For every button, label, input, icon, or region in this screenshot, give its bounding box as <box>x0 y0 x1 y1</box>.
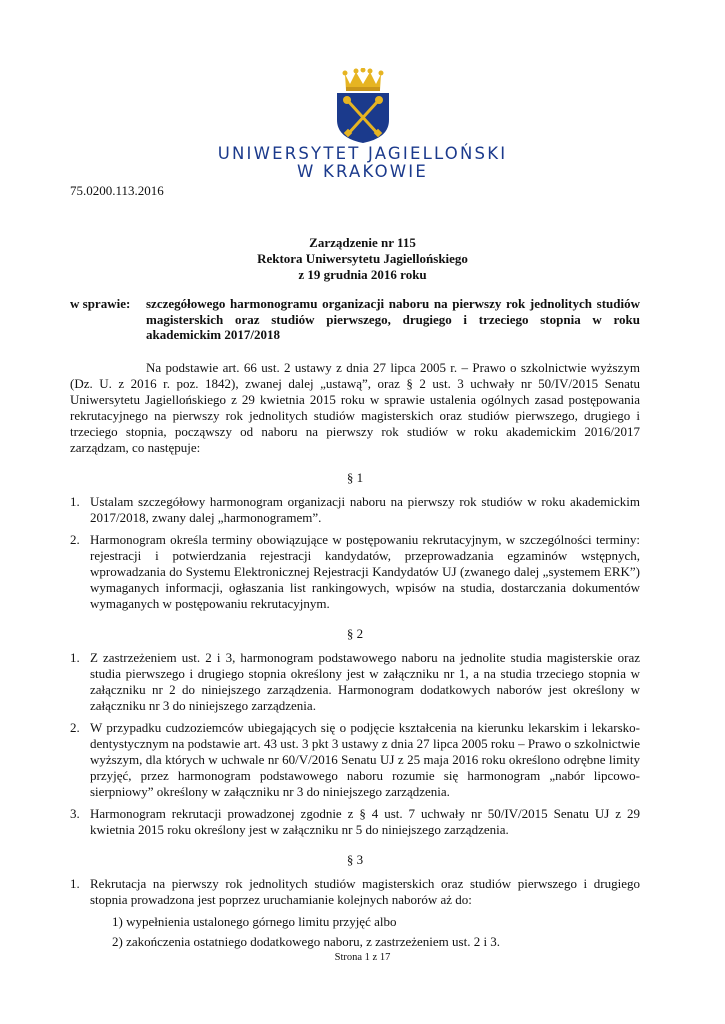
crowned-crossed-scepters-icon <box>328 68 398 144</box>
section-heading: § 3 <box>346 852 364 867</box>
item-text: Z zastrzeżeniem ust. 2 i 3, harmonogram podstawowego naboru na jednolite studia magisterskie oraz studia pierwszego i drugiego stopnia określony jest w załączniku nr 1, a na studia trzeciego stopnia w załączniku nr 2 do niniejszego zarządzenia. Harmonogram dodatkowych naborów jest określony w załączniku nr 3 do niniejszego zarządzenia. <box>90 650 640 713</box>
subject-label: w sprawie: <box>70 296 131 311</box>
intro-paragraph: Na podstawie art. 66 ust. 2 ustawy z dnia 27 lipca 2005 r. – Prawo o szkolnictwie wyższym (Dz. U. z 2016 r. poz. 1842), zwanej dalej „ustawą”, oraz § 2 ust. 3 uchwały nr 50/IV/2015 Senatu Uniwersytetu Jagiellońskiego z 29 kwietnia 2015 roku w sprawie ustalenia ogólnych zasad postępowania rekrutacyjnego na pierwszy rok jednolitych studiów magisterskich oraz studiów pierwszego, drugiego i trzeciego stopnia, począwszy od naboru na pierwszy rok studiów w roku akademickim 2016/2017 zarządzam, co następuje: <box>70 360 640 455</box>
document-body <box>70 360 640 956</box>
item-text: Harmonogram rekrutacji prowadzonej zgodnie z § 4 ust. 7 uchwały nr 50/IV/2015 Senatu UJ z 29 kwietnia 2015 roku określony jest w załączniku nr 5 do niniejszego zarządzenia. <box>90 806 640 837</box>
title-line-1: Zarządzenie nr 115 <box>309 235 416 250</box>
item-number: 1. <box>70 494 80 509</box>
item-text: Harmonogram określa terminy obowiązujące w postępowaniu rekrutacyjnym, w szczególności terminy: rejestracji i potwierdzania rejestracji kandydatów, przeprowadzania egzaminów wstępnych, wprowadzania do Systemu Elektronicznej Rejestracji Kandydatów UJ (zwanego dalej „systemem ERK”) wymaganych informacji, ogłaszania list rankingowych, wpisów na studia, dostarczania dokumentów wymaganych w postępowaniu rekrutacyjnym. <box>90 532 640 611</box>
sub-list-item: 2) zakończenia ostatniego dodatkowego naboru, z zastrzeżeniem ust. 2 i 3. <box>112 934 501 949</box>
item-text: W przypadku cudzoziemców ubiegających się o podjęcie kształcenia na kierunku lekarskim i lekarsko-dentystycznym na podstawie art. 43 ust. 3 pkt 3 ustawy z dnia 27 lipca 2005 roku – Prawo o szkolnictwie wyższym, dla których w uchwale nr 60/V/2016 Senatu UJ z 25 maja 2016 roku określono odrębne limity przyjęć, przez harmonogram podstawowego naboru rozumie się harmonogram „nabór lipcowo-sierpniowy” określony w załączniku nr 3 do niniejszego zarządzenia. <box>90 720 640 799</box>
list-item <box>70 876 640 950</box>
section-heading: § 1 <box>346 470 364 485</box>
page-number: Strona 1 z 17 <box>334 952 391 963</box>
university-name-line2: W KRAKOWIE <box>297 162 428 181</box>
item-number: 2. <box>70 720 80 735</box>
section-3-list <box>70 876 640 950</box>
list-item <box>70 494 640 526</box>
crest-logo <box>0 68 725 149</box>
list-item <box>70 720 640 800</box>
item-number: 2. <box>70 532 80 547</box>
section-2-list <box>70 650 640 838</box>
item-number: 3. <box>70 806 80 821</box>
sub-list <box>90 914 640 950</box>
title-line-2: Rektora Uniwersytetu Jagiellońskiego <box>257 251 468 266</box>
list-item <box>70 650 640 714</box>
item-text: Rekrutacja na pierwszy rok jednolitych studiów magisterskich oraz studiów pierwszego i drugiego stopnia prowadzona jest poprzez uruchamianie kolejnych naborów aż do: <box>90 876 640 907</box>
section-1-list <box>70 494 640 612</box>
title-line-3: z 19 grudnia 2016 roku <box>298 267 427 282</box>
section-heading: § 2 <box>346 626 364 641</box>
item-number: 1. <box>70 876 80 891</box>
sub-list-item: 1) wypełnienia ustalonego górnego limitu przyjęć albo <box>112 914 397 929</box>
university-name-line1: UNIWERSYTET JAGIELLOŃSKI <box>217 144 508 163</box>
list-item <box>70 532 640 612</box>
university-name <box>0 145 725 181</box>
document-reference: 75.0200.113.2016 <box>70 183 164 198</box>
subject-block <box>70 296 640 343</box>
item-number: 1. <box>70 650 80 665</box>
document-title <box>0 235 725 283</box>
list-item <box>70 806 640 838</box>
subject-text: szczegółowego harmonogramu organizacji naboru na pierwszy rok jednolitych studiów magisterskich oraz studiów pierwszego, drugiego i trzeciego stopnia w roku akademickim 2017/2018 <box>146 296 640 342</box>
item-text: Ustalam szczegółowy harmonogram organizacji naboru na pierwszy rok studiów w roku akademickim 2017/2018, zwany dalej „harmonogramem”. <box>90 494 640 525</box>
